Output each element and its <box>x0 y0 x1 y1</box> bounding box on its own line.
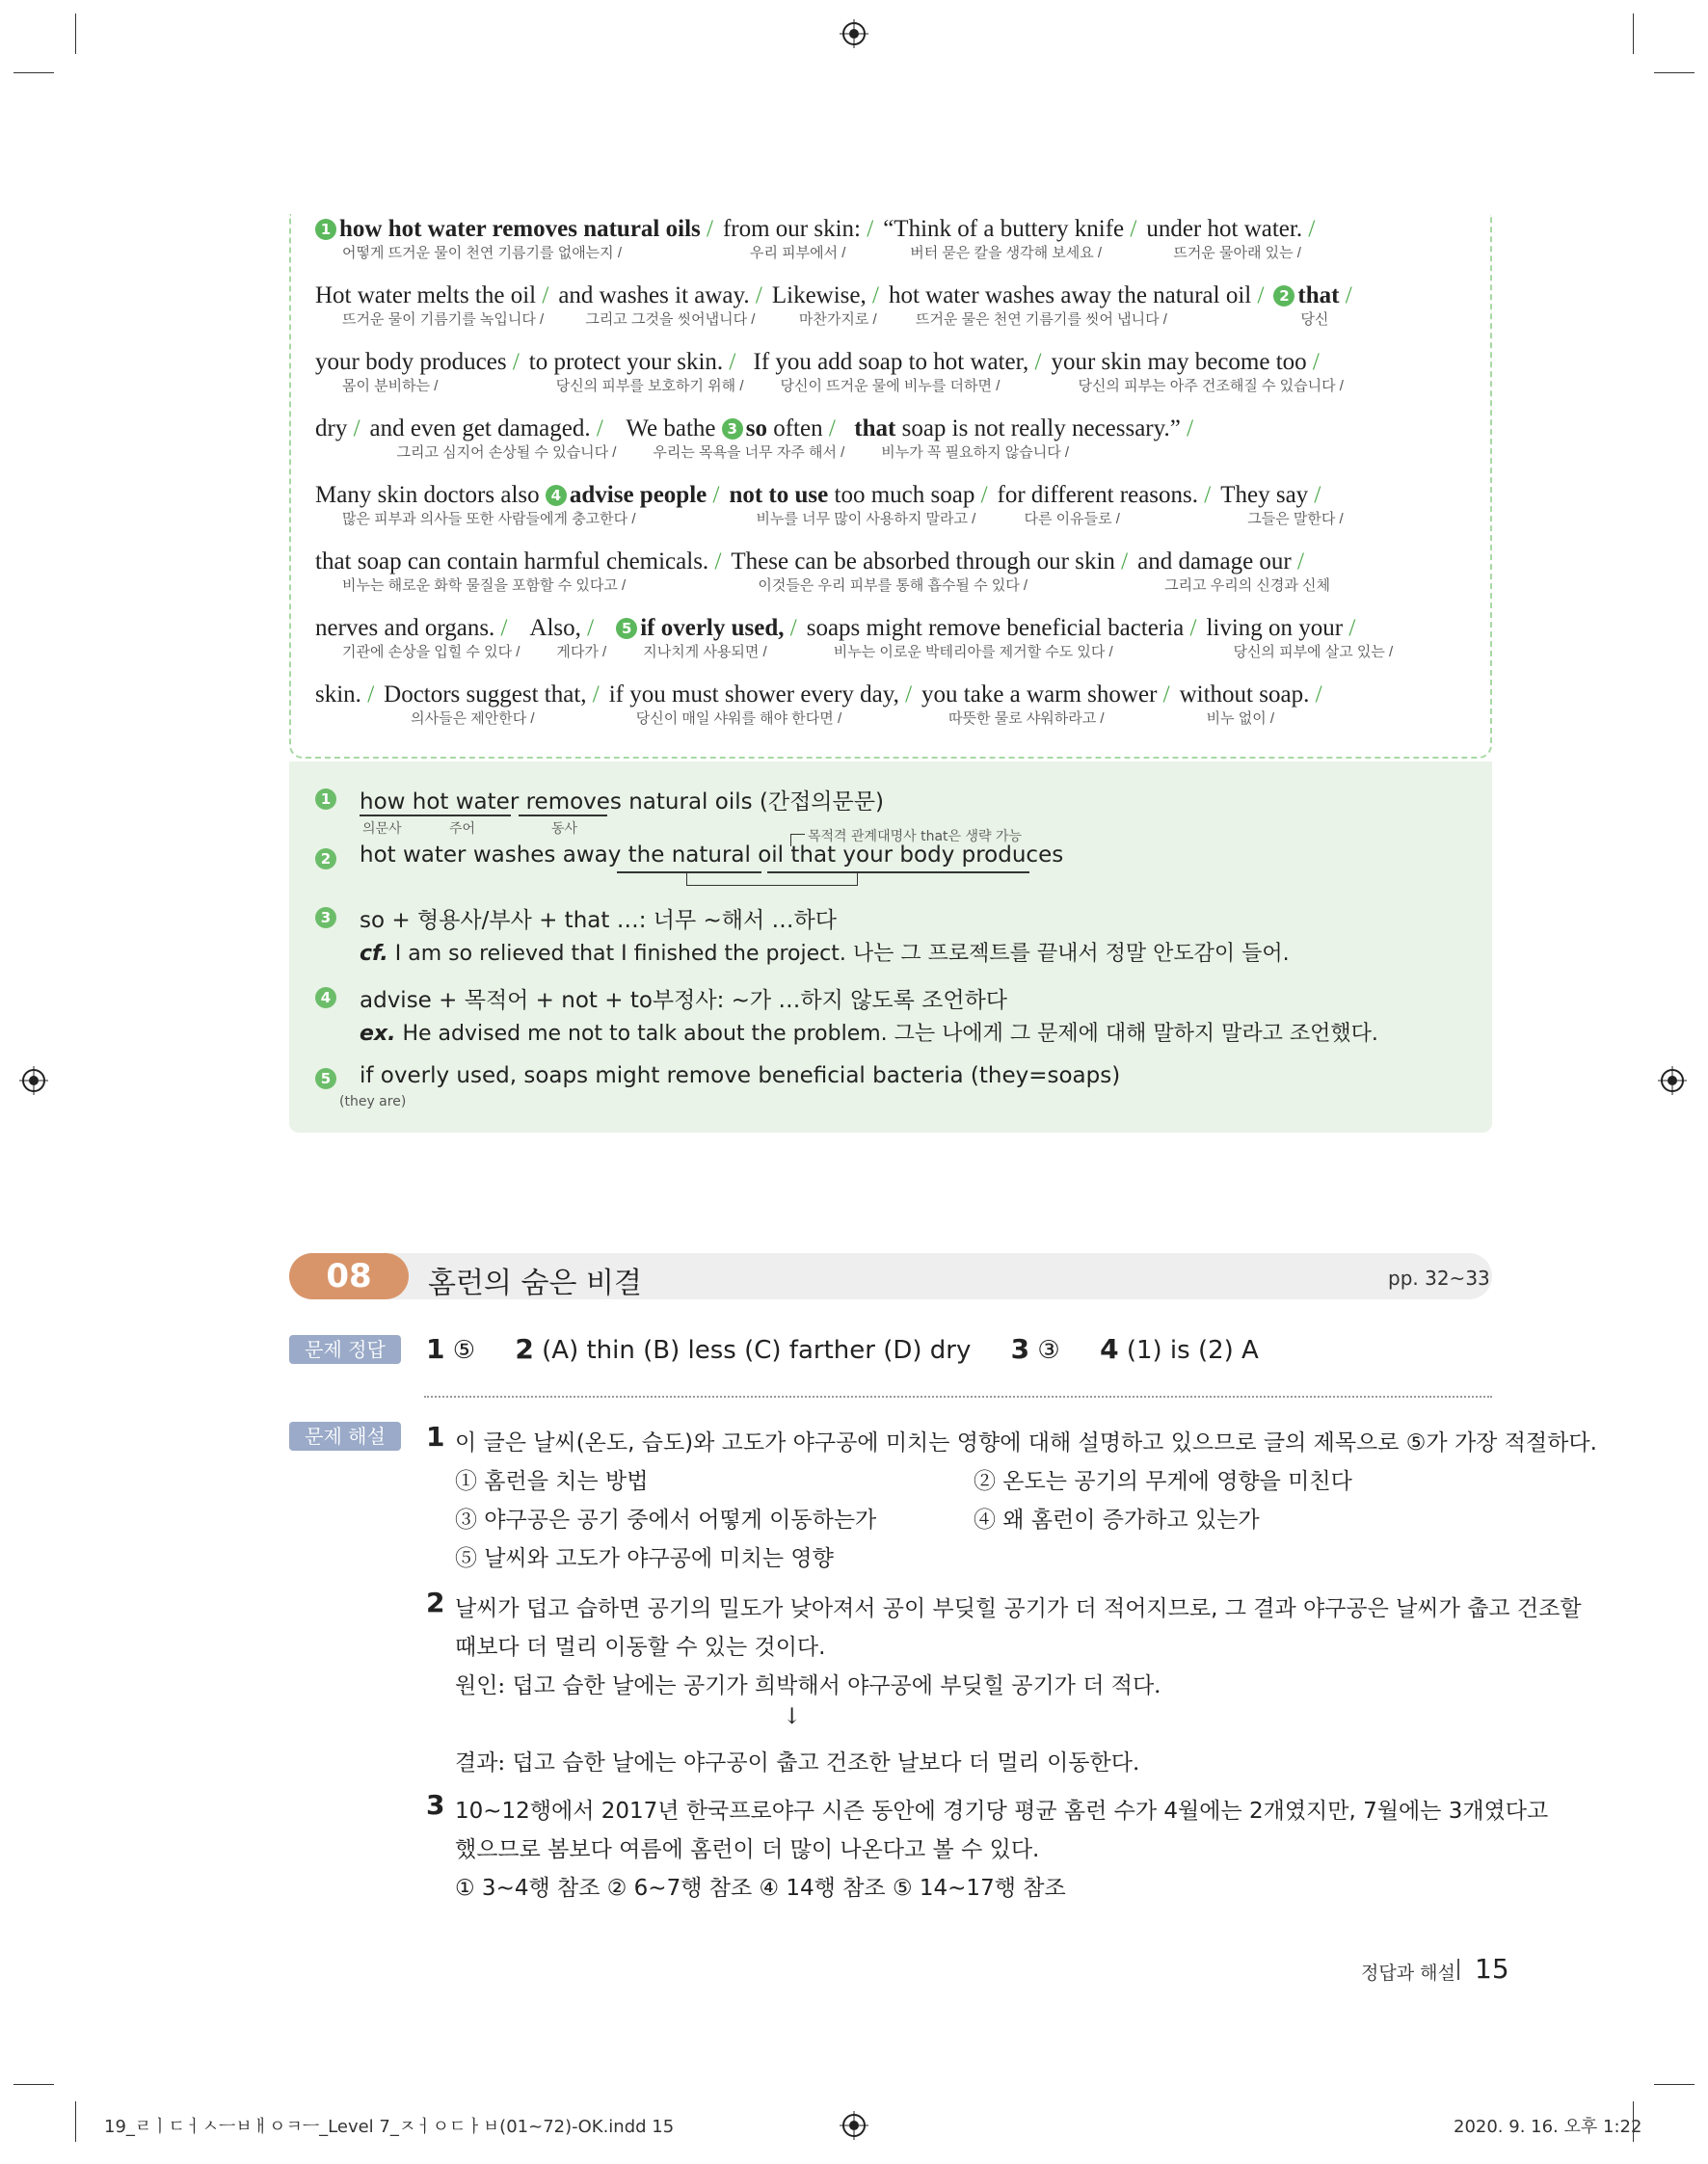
option-3: ③ 야구공은 공기 중에서 어떻게 이동하는가 <box>455 1508 877 1533</box>
sentence-chunk: nerves and organs. / 기관에 손상을 입힐 수 있다 / <box>315 615 520 660</box>
note-number: 1 <box>315 788 336 810</box>
sentence-chunk: for different reasons. / 다른 이유들로 / <box>997 482 1212 527</box>
label-verb: 동사 <box>551 821 578 837</box>
sentence-chunk: if you must shower every day, / 당신이 매일 샤워를 해야 한다면 / <box>608 681 913 727</box>
sentence-chunk: that soap is not really necessary.” / 비누가 꼭 필요하지 않습니다 / <box>854 415 1194 461</box>
sentence-chunk: and washes it away. / 그리고 그것을 씻어냅니다 / <box>558 282 762 328</box>
sentence-chunk: not to use too much soap / 비누를 너무 많이 사용하지 말라고 / <box>729 482 988 527</box>
sentence-chunk: without soap. / 비누 없이 / <box>1179 681 1322 727</box>
note-5-label: (they are) <box>339 1094 407 1109</box>
sentence-chunk: These can be absorbed through our skin / 이것들은 우리 피부를 통해 흡수될 수 있다 / <box>731 548 1129 594</box>
sentence-line <box>315 347 1472 395</box>
sentence-chunk: that soap can contain harmful chemicals. / 비누는 해로운 화학 물질을 포함할 수 있다고 / <box>315 548 722 594</box>
registration-mark-icon <box>19 1066 48 1095</box>
sentence-chunk: skin. / <box>315 681 375 708</box>
sentence-number-icon: 3 <box>722 418 743 440</box>
sentence-chunk: 1 how hot water removes natural oils / 어떻게 뜨거운 물이 천연 기름기를 없애는지 / <box>315 214 713 262</box>
registration-mark-icon <box>840 19 868 48</box>
sentence-number-icon: 1 <box>315 219 336 240</box>
sentence-chunk: Many skin doctors also 4 advise people / 많은 피부과 의사들 또한 사람들에게 충고한다 / <box>315 482 720 527</box>
section-title: 홈런의 숨은 비결 <box>428 1267 642 1300</box>
explanation-3-line-2: 했으므로 봄보다 여름에 홈런이 더 많이 나온다고 볼 수 있다. <box>455 1837 1040 1862</box>
sentence-line <box>315 214 1472 262</box>
sentence-chunk: your body produces / 몸이 분비하는 / <box>315 349 520 394</box>
option-1: ① 홈런을 치는 방법 <box>455 1469 649 1494</box>
answers-tag: 문제 정답 <box>289 1335 401 1364</box>
note-4-example: He advised me not to talk about the problem. 그는 나에게 그 문제에 대해 말하지 말라고 조언했다. <box>402 1022 1378 1046</box>
sentence-chunk: under hot water. / 뜨거운 물아래 있는 / <box>1146 216 1316 261</box>
page-number: 15 <box>1475 1953 1509 1985</box>
sentence-chunk: living on your / 당신의 피부에 살고 있는 / <box>1206 615 1394 660</box>
divider <box>424 1396 1492 1398</box>
note-number: 5 <box>315 1068 336 1089</box>
sentence-line <box>315 680 1472 728</box>
footer-label: 정답과 해설 <box>1361 1963 1455 1984</box>
print-slug-date: 2020. 9. 16. 오후 1:22 <box>1454 2117 1642 2137</box>
sentence-chunk: hot water washes away the natural oil / 뜨거운 물은 천연 기름기를 씻어 냅니다 / <box>888 282 1265 328</box>
section-pages: pp. 32~33 <box>1388 1267 1490 1290</box>
result-line: 결과: 덥고 습한 날에는 야구공이 춥고 건조한 날보다 더 멀리 이동한다. <box>455 1750 1140 1776</box>
footer-separator <box>1457 1959 1459 1980</box>
label-subject: 주어 <box>449 821 476 837</box>
sentence-chunk: Likewise, / 마찬가지로 / <box>771 282 879 328</box>
option-4: ④ 왜 홈런이 증가하고 있는가 <box>974 1508 1260 1533</box>
cause-line: 원인: 덥고 습한 날에는 공기가 희박해서 야구공에 부딪힐 공기가 더 적다. <box>455 1673 1161 1698</box>
sentence-chunk: 2 that / 당신 <box>1273 281 1351 329</box>
sentence-chunk: Doctors suggest that, / 의사들은 제안한다 / <box>384 681 600 727</box>
sentence-chunk: and damage our / 그리고 우리의 신경과 신체 <box>1137 548 1330 594</box>
explanation-number: 3 <box>426 1789 445 1821</box>
sentence-chunk: soaps might remove beneficial bacteria / 비누는 이로운 박테리아를 제거할 수도 있다 / <box>806 615 1197 660</box>
answers-line: 1 ⑤ 2 (A) thin (B) less (C) farther (D) dry 3 ③ 4 (1) is (2) A <box>426 1333 1259 1365</box>
option-5: ⑤ 날씨와 고도가 야구공에 미치는 영향 <box>455 1546 834 1571</box>
explanation-3-options: ① 3~4행 참조 ② 6~7행 참조 ④ 14행 참조 ⑤ 14~17행 참조 <box>455 1876 1066 1901</box>
cf-label: cf. <box>360 942 388 966</box>
sentence-chunk: to protect your skin. / 당신의 피부를 보호하기 위해 / <box>528 349 744 394</box>
sentence-chunk: If you add soap to hot water, / 당신이 뜨거운 물에 비누를 더하면 / <box>753 349 1042 394</box>
sentence-chunk: dry / <box>315 415 360 441</box>
sentence-line <box>315 414 1472 462</box>
sentence-chunk: and even get damaged. / 그리고 심지어 손상될 수 있습니다 / <box>369 415 617 461</box>
explanation-number: 2 <box>426 1587 445 1618</box>
note-3-text: so + 형용사/부사 + that …: 너무 ~해서 …하다 <box>360 908 837 933</box>
note-1-text: how hot water removes natural oils (간접의문문) <box>360 789 884 815</box>
note-2-label: 목적격 관계대명사 that은 생략 가능 <box>808 829 1023 844</box>
sentence-chunk: We bathe 3 so often / 우리는 목욕을 너무 자주 해서 / <box>626 415 845 461</box>
explanations-tag: 문제 해설 <box>289 1422 401 1451</box>
sentence-number-icon: 4 <box>546 485 567 506</box>
sentence-chunk: your skin may become too / 당신의 피부는 아주 건조해질 수 있습니다 / <box>1051 349 1344 394</box>
section-number: 08 <box>289 1253 409 1299</box>
sentence-number-icon: 5 <box>616 618 637 639</box>
sentence-chunk: 5 if overly used, / 지나치게 사용되면 / <box>616 613 797 661</box>
print-slug-file: 19_ㄹㅣㄷㅓㅅㅡㅂㅐㅇㅋㅡ_Level 7_ㅈㅓㅇㄷㅏㅂ(01~72)-OK.indd 15 <box>104 2117 675 2137</box>
sentence-line <box>315 547 1472 595</box>
sentence-chunk: “Think of a buttery knife / 버터 묻은 칼을 생각해 보세요 / <box>883 216 1137 261</box>
explanation-2-line-2: 때보다 더 멀리 이동할 수 있는 것이다. <box>455 1635 826 1660</box>
note-5-text: if overly used, soaps might remove beneficial bacteria (they=soaps) <box>360 1063 1121 1088</box>
down-arrow-icon: ↓ <box>783 1704 802 1729</box>
ex-label: ex. <box>360 1022 396 1046</box>
sentence-chunk: from our skin: / 우리 피부에서 / <box>722 216 874 261</box>
option-2: ② 온도는 공기의 무게에 영향을 미친다 <box>974 1469 1352 1494</box>
explanation-3-line-1: 10~12행에서 2017년 한국프로야구 시즌 동안에 경기당 평균 홈런 수가 4월에는 2개였지만, 7월에는 3개였다고 <box>455 1799 1549 1824</box>
sentence-chunk: They say / 그들은 말한다 / <box>1220 482 1344 527</box>
note-4-text: advise + 목적어 + not + to부정사: ~가 …하지 않도록 조언하다 <box>360 988 1008 1013</box>
note-3-example: I am so relieved that I finished the project. 나는 그 프로젝트를 끝내서 정말 안도감이 들어. <box>394 942 1290 966</box>
sentence-line <box>315 281 1472 329</box>
label-interrogative: 의문사 <box>362 821 402 837</box>
sentence-chunk: Also, / 게다가 / <box>529 615 607 660</box>
note-number: 2 <box>315 848 336 869</box>
sentence-chunk: you take a warm shower / 따뜻한 물로 샤워하라고 / <box>921 681 1170 727</box>
note-number: 4 <box>315 987 336 1008</box>
sentence-line <box>315 613 1472 661</box>
explanation-number: 1 <box>426 1421 445 1453</box>
explanation-1: 이 글은 날씨(온도, 습도)와 고도가 야구공에 미치는 영향에 대해 설명하고 있으므로 글의 제목으로 ⑤가 가장 적절하다. <box>455 1430 1597 1456</box>
note-number: 3 <box>315 907 336 928</box>
registration-mark-icon <box>1658 1066 1687 1095</box>
sentence-number-icon: 2 <box>1273 285 1294 307</box>
sentence-chunk: Hot water melts the oil / 뜨거운 물이 기름기를 녹입니다 / <box>315 282 549 328</box>
note-2-text: hot water washes away the natural oil that your body produces <box>360 842 1064 868</box>
explanation-2-line-1: 날씨가 덥고 습하면 공기의 밀도가 낮아져서 공이 부딪힐 공기가 더 적어지므로, 그 결과 야구공은 날씨가 춥고 건조할 <box>455 1596 1582 1621</box>
sentence-line <box>315 480 1472 528</box>
registration-mark-icon <box>840 2111 868 2140</box>
